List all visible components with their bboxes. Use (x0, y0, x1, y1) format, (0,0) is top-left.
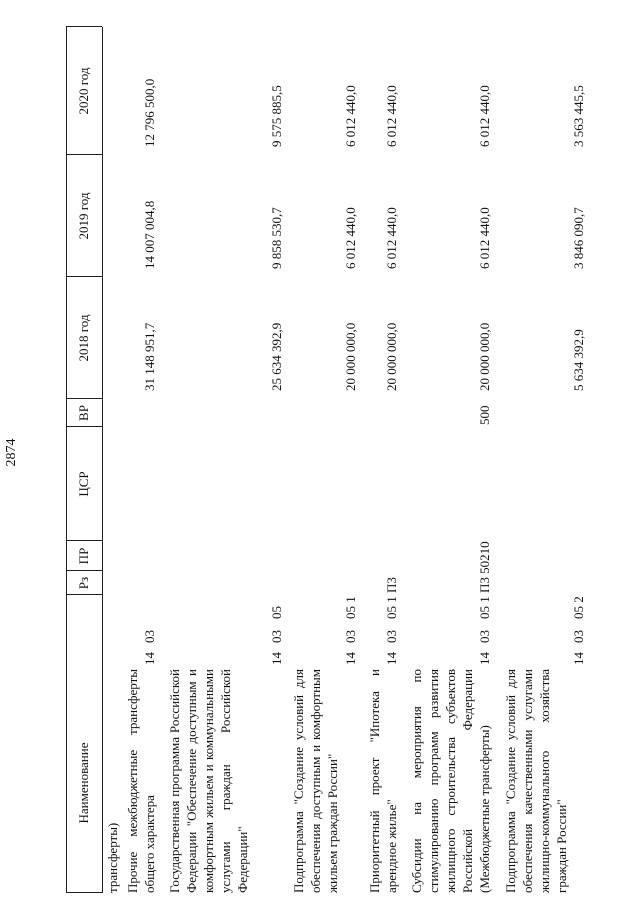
row-name: трансферты) (105, 822, 120, 893)
row-2020: 6 012 440,0 (343, 85, 358, 147)
row-vr: 500 (477, 405, 492, 425)
row-pr: 03 (269, 630, 284, 643)
row-pr: 03 (142, 630, 157, 643)
row-pr: 03 (477, 630, 492, 643)
row-2019: 3 846 090,7 (571, 207, 586, 269)
row-name: Подпрограмма "Создание условий для обеспечения качественными услугами жилищно-коммунального хозяйства граждан России" (503, 669, 569, 893)
row-rz: 14 (477, 652, 492, 665)
header-divider (66, 154, 102, 155)
header-top-border (66, 27, 67, 893)
row-name: Прочие межбюджетные трансферты общего характера (125, 669, 157, 893)
row-2018: 25 634 392,9 (269, 322, 284, 391)
row-pr: 03 (571, 630, 586, 643)
row-csr: 05 2 (571, 596, 586, 619)
row-csr: 05 (269, 606, 284, 619)
header-vr: ВР (76, 405, 91, 421)
header-2018: 2018 год (76, 314, 91, 362)
row-2018: 20 000 000,0 (477, 322, 492, 391)
row-rz: 14 (142, 652, 157, 665)
row-pr: 03 (384, 630, 399, 643)
header-bottom-border (102, 27, 103, 893)
row-2018: 31 148 951,7 (142, 322, 157, 391)
row-name: Подпрограмма "Создание условий для обеспечения доступным и комфортным жильем граждан России" (291, 669, 340, 893)
header-pr: ПР (76, 547, 91, 565)
header-divider (66, 276, 102, 277)
row-name: Субсидии на мероприятия по стимулированию программ развития жилищного строительства субъектов Российской Федерации (Межбюджетные трансферты) (409, 669, 492, 893)
row-rz: 14 (571, 652, 586, 665)
row-rz: 14 (343, 652, 358, 665)
header-divider (66, 570, 102, 571)
row-2020: 9 575 885,5 (269, 85, 284, 147)
row-csr: 05 1 П3 50210 (477, 541, 492, 619)
row-2020: 3 563 445,5 (571, 85, 586, 147)
header-divider (66, 26, 102, 27)
row-2018: 20 000 000,0 (384, 322, 399, 391)
row-2020: 6 012 440,0 (477, 85, 492, 147)
header-divider (66, 426, 102, 427)
row-2019: 6 012 440,0 (477, 207, 492, 269)
header-rz: Рз (76, 576, 91, 590)
header-divider (66, 892, 102, 893)
row-name: Государственная программа Российской Федерации "Обеспечение доступным и комфортным жильем и коммунальными услугами граждан Российской Федерации" (167, 669, 250, 893)
row-rz: 14 (269, 652, 284, 665)
row-name: Приоритетный проект "Ипотека и арендное жилье" (367, 669, 399, 893)
row-csr: 05 1 П3 (384, 577, 399, 619)
header-divider (66, 398, 102, 399)
row-pr: 03 (343, 630, 358, 643)
header-2019: 2019 год (76, 192, 91, 240)
row-2020: 12 796 500,0 (142, 78, 157, 147)
row-csr: 05 1 (343, 596, 358, 619)
row-rz: 14 (384, 652, 399, 665)
header-divider (66, 594, 102, 595)
header-2020: 2020 год (76, 67, 91, 115)
row-2019: 6 012 440,0 (384, 207, 399, 269)
row-2018: 20 000 000,0 (343, 322, 358, 391)
row-2019: 6 012 440,0 (343, 207, 358, 269)
header-divider (66, 540, 102, 541)
row-2019: 9 858 530,7 (269, 207, 284, 269)
row-2019: 14 007 004,8 (142, 200, 157, 269)
header-name: Наименование (76, 742, 91, 824)
header-csr: ЦСР (76, 471, 91, 497)
row-2018: 5 634 392,9 (571, 329, 586, 391)
page-number: 2874 (4, 438, 19, 467)
row-2020: 6 012 440,0 (384, 85, 399, 147)
